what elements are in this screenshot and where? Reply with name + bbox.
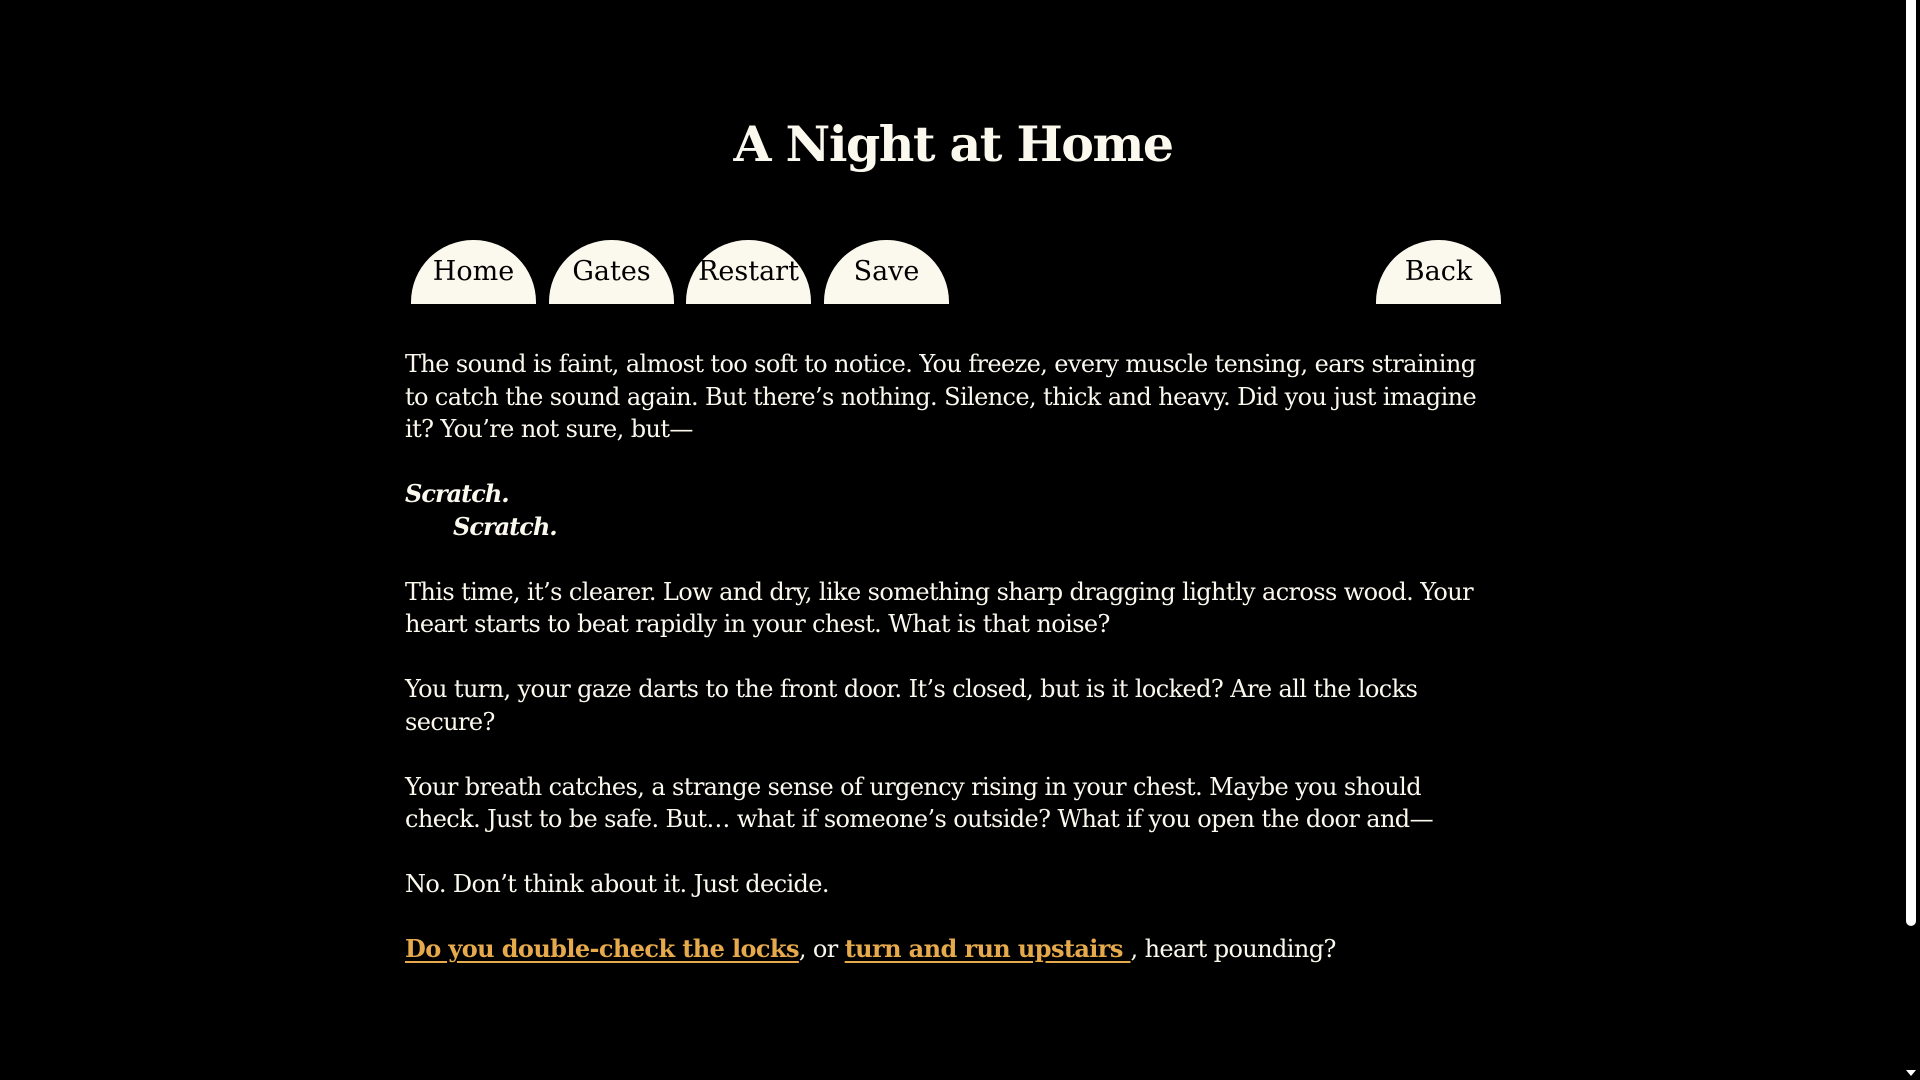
home-button[interactable]: Home <box>411 240 536 304</box>
choice-separator: , or <box>798 935 845 963</box>
story-title: A Night at Home <box>733 115 1173 173</box>
passage-paragraph: The sound is faint, almost too soft to notice. You freeze, every muscle tensing, ears straining to catch the sound again. But there’s nothing. Silence, thick and heavy. Did you just imagine it? You’re not sure, but— <box>405 350 1477 443</box>
sound-effect-line: Scratch. <box>405 479 509 508</box>
sound-effect <box>405 478 1501 543</box>
sound-effect-line: Scratch. <box>453 511 557 541</box>
passage-paragraph: Your breath catches, a strange sense of urgency rising in your chest. Maybe you should check. Just to be safe. But… what if someone’s outside? What if you open the door and— <box>405 772 1433 833</box>
passage-paragraph: This time, it’s clearer. Low and dry, like something sharp dragging lightly across wood. Your heart starts to beat rapidly in your chest. What is that noise? <box>405 577 1473 638</box>
scrollbar-thumb[interactable] <box>1906 0 1916 926</box>
check-locks-link[interactable]: Do you double-check the locks <box>405 934 799 963</box>
nav-tabs <box>405 240 1501 304</box>
choice-ending: , heart pounding? <box>1130 935 1336 963</box>
passage-text <box>405 348 1501 998</box>
gates-button[interactable]: Gates <box>549 240 674 304</box>
restart-button[interactable]: Restart <box>686 240 811 304</box>
back-button[interactable]: Back <box>1376 240 1501 304</box>
save-button[interactable]: Save <box>824 240 949 304</box>
run-upstairs-link[interactable]: turn and run upstairs <box>844 934 1131 963</box>
choice-paragraph <box>405 933 1501 966</box>
passage-paragraph: No. Don’t think about it. Just decide. <box>405 870 829 898</box>
vertical-scrollbar[interactable] <box>1902 0 1920 1080</box>
scroll-down-arrow-icon[interactable] <box>1906 1070 1916 1076</box>
passage-paragraph: You turn, your gaze darts to the front door. It’s closed, but is it locked? Are all the locks secure? <box>405 675 1418 736</box>
